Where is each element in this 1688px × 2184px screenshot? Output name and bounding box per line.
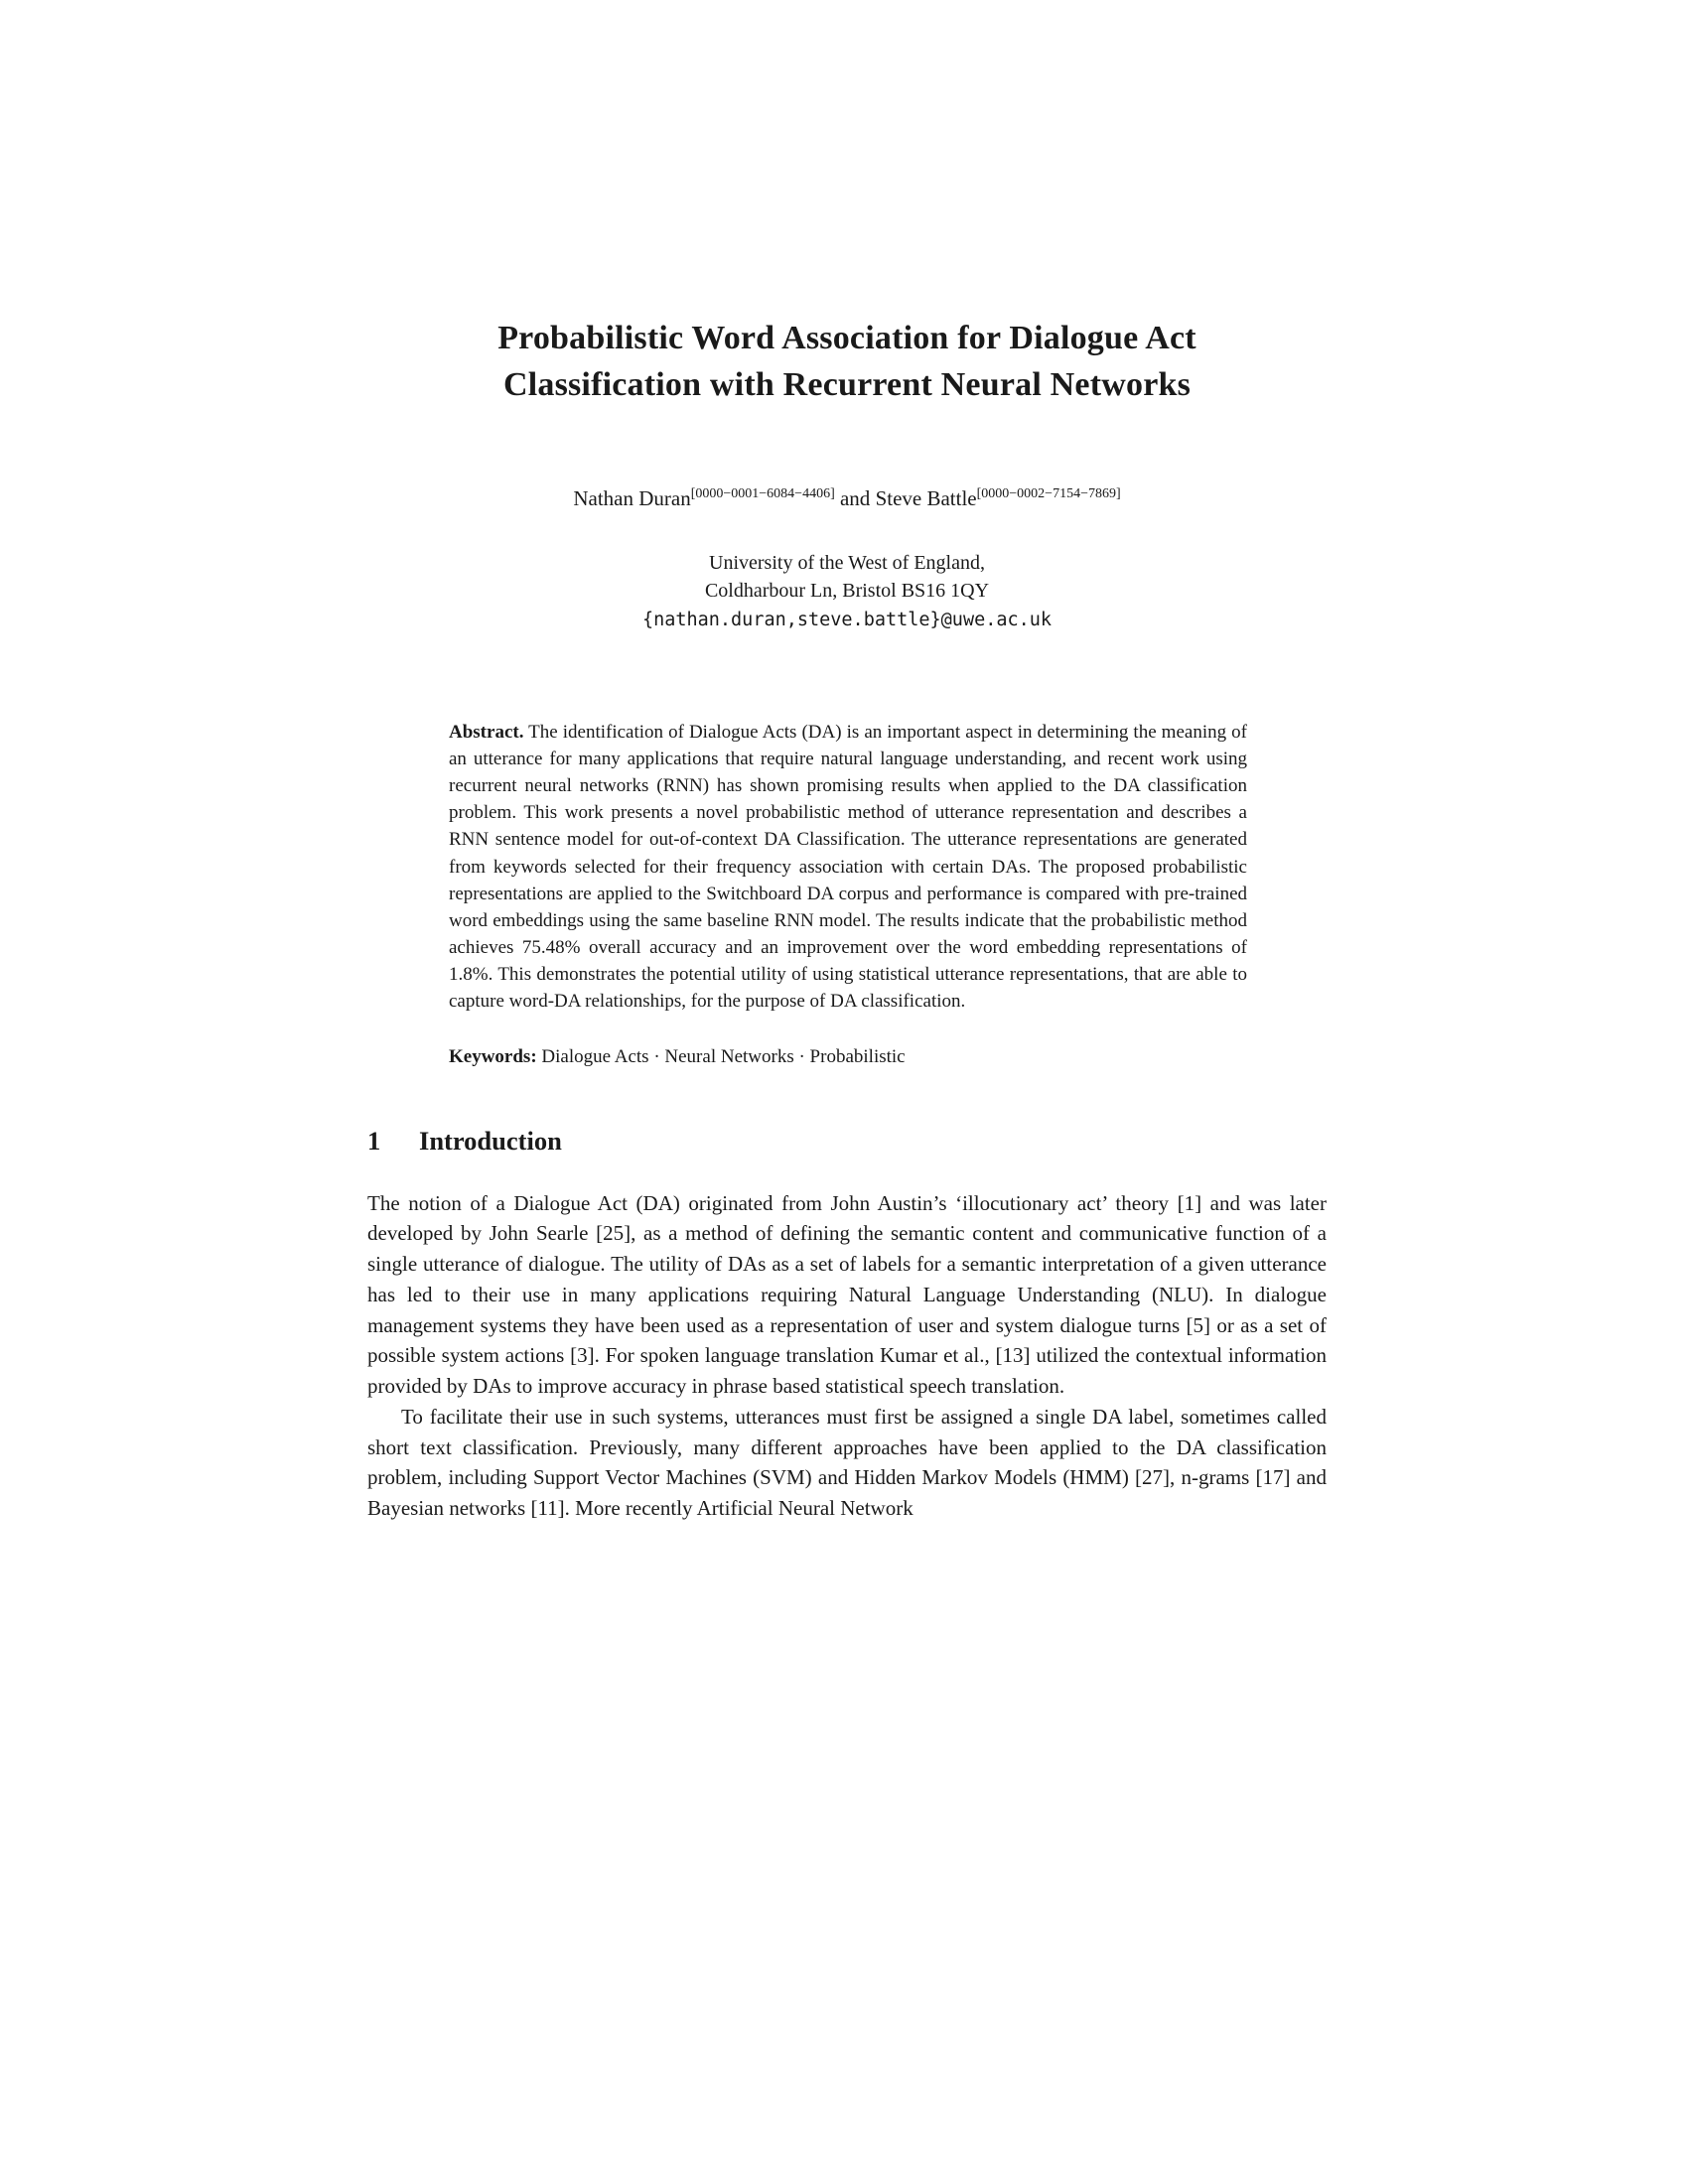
author-1-name: Nathan Duran bbox=[573, 485, 691, 510]
paper-content bbox=[367, 316, 1327, 1524]
affiliation-block bbox=[367, 549, 1327, 633]
authors-line bbox=[367, 486, 1327, 511]
introduction-body bbox=[367, 1188, 1327, 1524]
section-1-heading bbox=[367, 1126, 1327, 1157]
abstract-block bbox=[367, 719, 1327, 1070]
intro-paragraph-2: To facilitate their use in such systems, utterances must first be assigned a single DA label, sometimes called short text classification. Previously, many different approaches have been applied to the DA classification problem, including Support Vector Machines (SVM) and Hidden Markov Models (HMM) [27], n-grams [17] and Bayesian networks [11]. More recently Artificial Neural Network bbox=[367, 1404, 1327, 1521]
authors-separator: and bbox=[834, 485, 876, 510]
abstract-paragraph bbox=[449, 719, 1247, 1016]
author-emails: {nathan.duran,steve.battle}@uwe.ac.uk bbox=[641, 609, 1053, 630]
author-1-orcid: [0000−0001−6084−4406] bbox=[690, 485, 835, 501]
keywords-label: Keywords: bbox=[449, 1045, 537, 1067]
author-2-name: Steve Battle bbox=[875, 485, 977, 510]
intro-paragraph-1: The notion of a Dialogue Act (DA) originated from John Austin’s ‘illocutionary act’ theory [1] and was later developed by John Searle [25], as a method of defining the semantic content and communicative function of a single utterance of dialogue. The utility of DAs as a set of labels for a semantic interpretation of a given utterance has led to their use in many applications requiring Natural Language Understanding (NLU). In dialogue management systems they have been used as a representation of user and system dialogue turns [5] or as a set of possible system actions [3]. For spoken language translation Kumar et al., [13] utilized the contextual information provided by DAs to improve accuracy in phrase based statistical speech translation. bbox=[367, 1190, 1327, 1399]
abstract-text: The identification of Dialogue Acts (DA) is an important aspect in determining the meaning of an utterance for many applications that require natural language understanding, and recent work using recurrent neural networks (RNN) has shown promising results when applied to the DA classification problem. This work presents a novel probabilistic method of utterance representation and describes a RNN sentence model for out-of-context DA Classification. The utterance representations are generated from keywords selected for their frequency association with certain DAs. The proposed probabilistic representations are applied to the Switchboard DA corpus and performance is compared with pre-trained word embeddings using the same baseline RNN model. The results indicate that the probabilistic method achieves 75.48% overall accuracy and an improvement over the word embedding representations of 1.8%. This demonstrates the potential utility of using statistical utterance representations, that are able to capture word-DA relationships, for the purpose of DA classification. bbox=[449, 721, 1247, 1013]
paper-title: Probabilistic Word Association for Dialogue Act Classification with Recurrent Neural Networks bbox=[497, 320, 1196, 403]
affiliation-line-1: University of the West of England, bbox=[709, 551, 985, 574]
abstract-label: Abstract. bbox=[449, 721, 524, 743]
section-1-title: Introduction bbox=[419, 1125, 562, 1156]
affiliation-line-2: Coldharbour Ln, Bristol BS16 1QY bbox=[704, 580, 990, 603]
keywords-text: Dialogue Acts · Neural Networks · Probabilistic bbox=[541, 1045, 906, 1067]
section-1-number: 1 bbox=[367, 1125, 381, 1156]
keywords-line bbox=[449, 1043, 1247, 1070]
author-2-orcid: [0000−0002−7154−7869] bbox=[976, 485, 1121, 501]
